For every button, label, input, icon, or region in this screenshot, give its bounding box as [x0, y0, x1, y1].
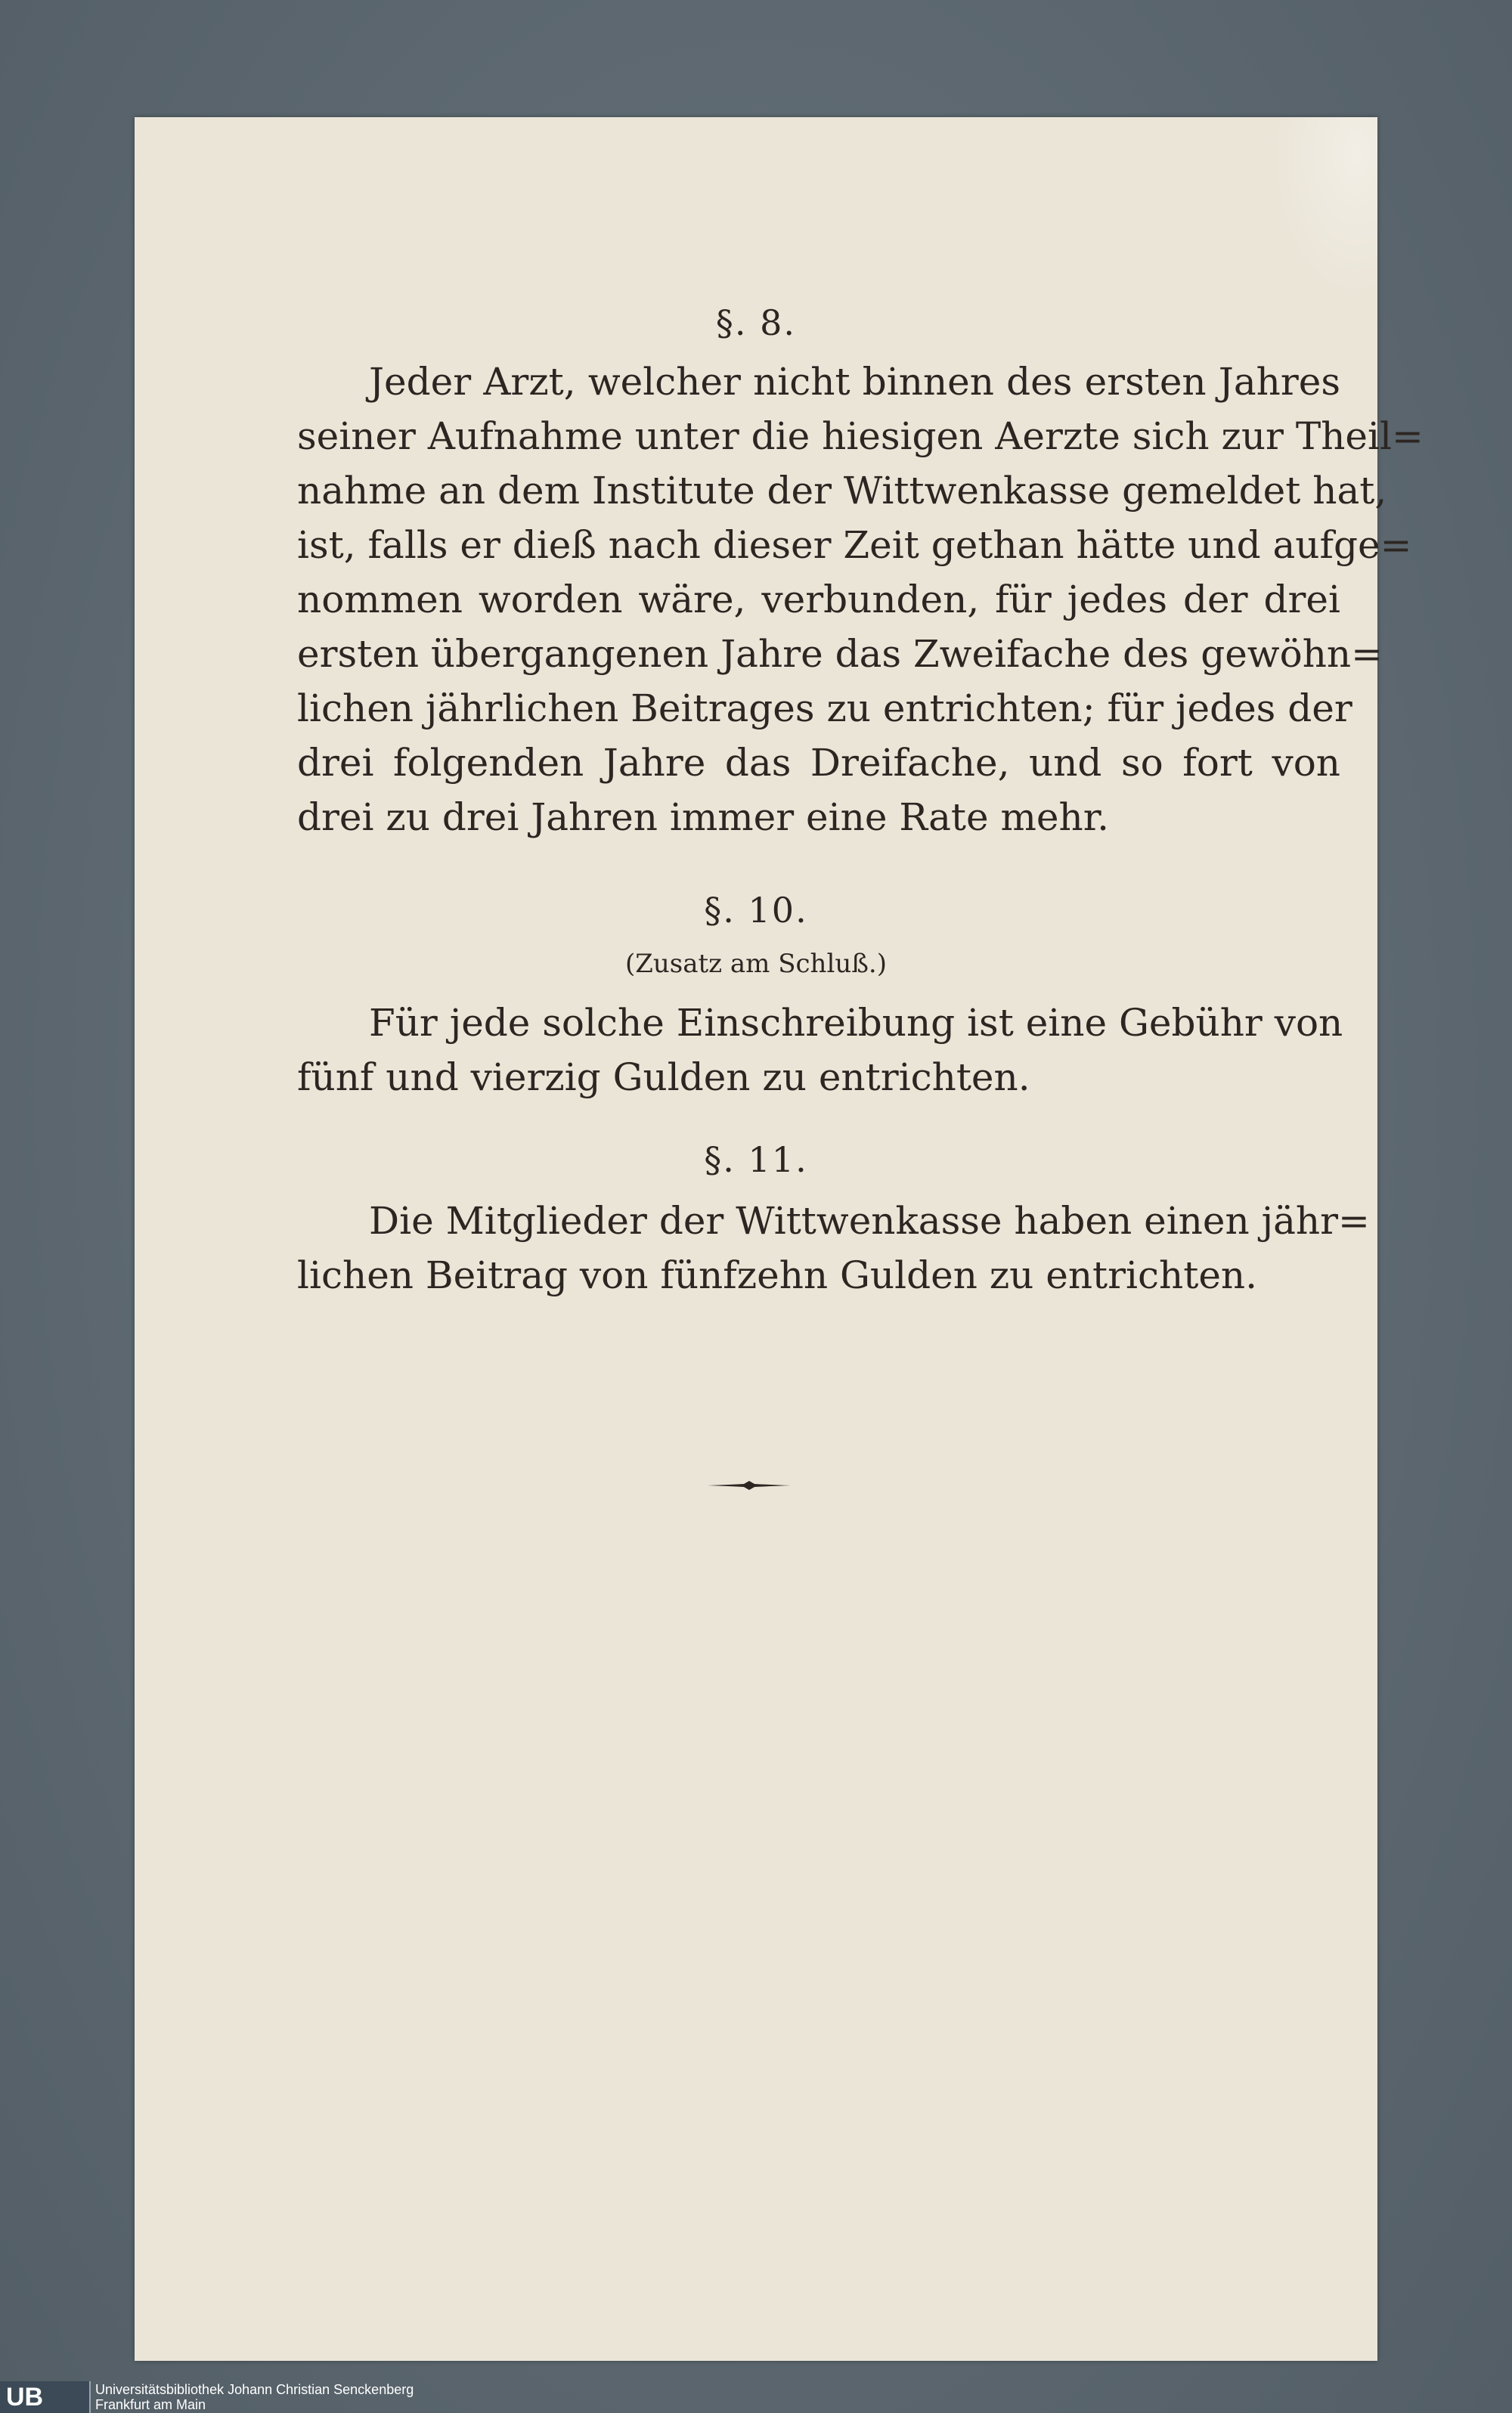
paragraph-line: lichen jährlichen Beitrages zu entrichten; für jedes der [297, 686, 1352, 730]
paragraph-line: seiner Aufnahme unter die hiesigen Aerzte sich zur Theil= [297, 414, 1424, 458]
section-note-10: (Zusatz am Schluß.) [625, 949, 887, 979]
paragraph-line: fünf und vierzig Gulden zu entrichten. [297, 1055, 1030, 1099]
library-logo-text: UB [6, 2383, 44, 2411]
section-heading-10: §. 10. [704, 890, 808, 931]
document-page [135, 117, 1424, 2361]
paper-stain [1272, 117, 1377, 299]
section-body-8 [297, 359, 1424, 839]
ornament-divider [708, 1478, 791, 1493]
paragraph-line: Jeder Arzt, welcher nicht binnen des ersten Jahres [369, 360, 1340, 404]
section-heading-8: §. 8. [715, 302, 797, 343]
section-body-11 [297, 1198, 1370, 1304]
library-credit [95, 2382, 414, 2412]
paragraph-line: lichen Beitrag von fünfzehn Gulden zu entrichten. [297, 1253, 1258, 1297]
paragraph-line: ist, falls er dieß nach dieser Zeit gethan hätte und aufge= [297, 523, 1412, 567]
section-heading-11: §. 11. [704, 1139, 808, 1180]
paragraph-line: drei folgenden Jahre das Dreifache, und so fort von [297, 741, 1340, 785]
section-body-10 [297, 1000, 1343, 1106]
paragraph-line: nahme an dem Institute der Wittwenkasse gemeldet hat, [297, 469, 1387, 513]
paragraph-line: drei zu drei Jahren immer eine Rate mehr. [297, 795, 1109, 839]
paragraph-line: Für jede solche Einschreibung ist eine Gebühr von [369, 1001, 1343, 1045]
paragraph-line: Die Mitglieder der Wittwenkasse haben einen jähr= [369, 1199, 1370, 1243]
paragraph-line: ersten übergangenen Jahre das Zweifache des gewöhn= [297, 632, 1383, 676]
paragraph-line: nommen worden wäre, verbunden, für jedes der drei [297, 578, 1340, 621]
library-credit-line: Universitätsbibliothek Johann Christian Senckenberg [95, 2382, 414, 2397]
library-credit-line: Frankfurt am Main [95, 2397, 206, 2412]
